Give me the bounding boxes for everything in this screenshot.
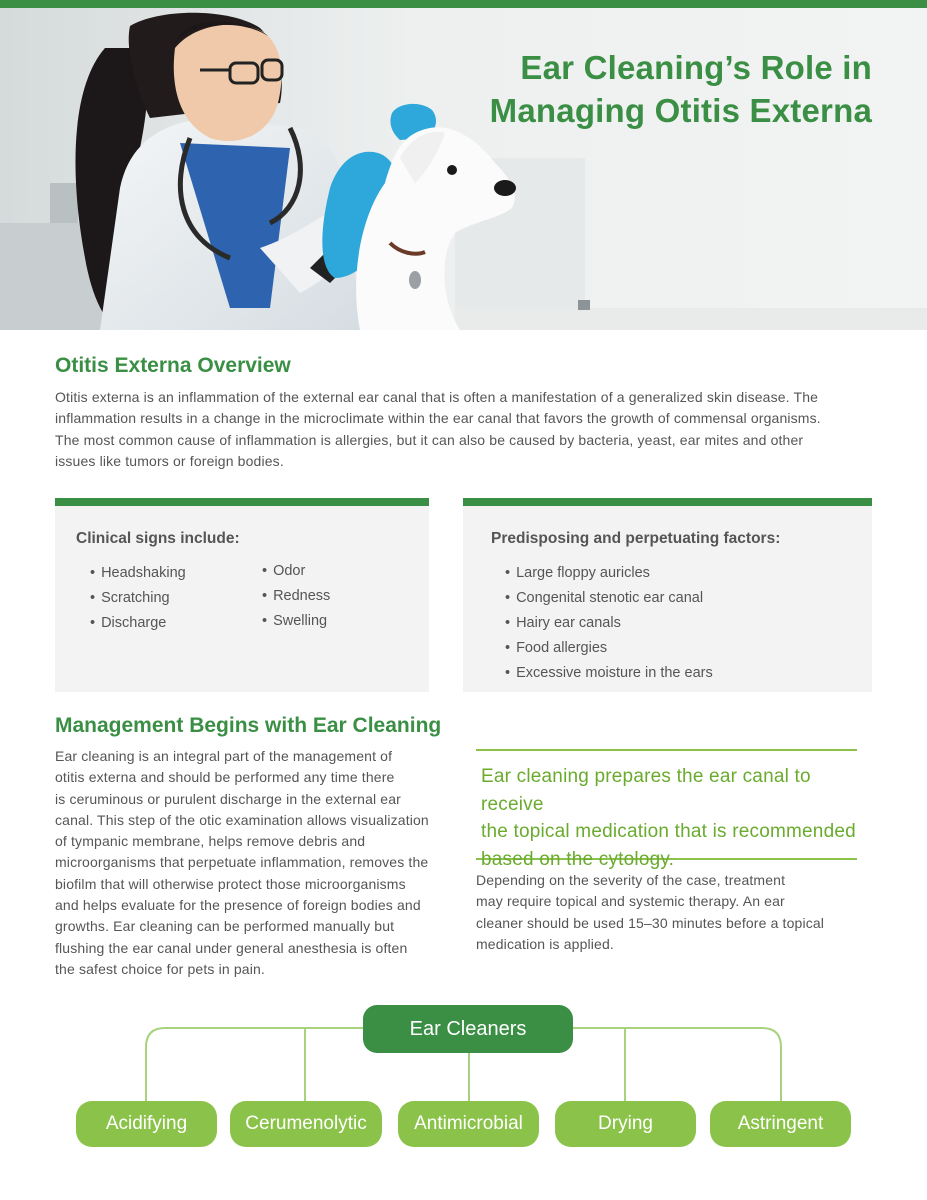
management-line: biofilm that will otherwise protect those microorganisms [55,875,406,892]
pull-quote-text [481,763,857,873]
factors-title: Predisposing and perpetuating factors: [491,530,781,547]
management-line: microorganisms that perpetuate inflammation, removes the [55,854,429,871]
management-line: and helps evaluate for the presence of foreign bodies and [55,897,421,914]
overview-line: Otitis externa is an inflammation of the external ear canal that is often a manifestation of a generalized skin disease. The [55,389,819,405]
management-heading: Management Begins with Ear Cleaning [55,714,442,737]
overview-paragraph [55,387,885,472]
cleaner-type-cerumenolytic: Cerumenolytic [230,1101,382,1147]
severity-paragraph [476,870,876,955]
cleaner-type-drying: Drying [555,1101,696,1147]
severity-line: cleaner should be used 15–30 minutes before a topical [476,914,825,931]
overview-line: inflammation results in a change in the microclimate within the ear canal that favors the growth of commensal organisms. [55,410,821,427]
management-line: flushing the ear canal under general anesthesia is often [55,939,408,956]
cleaner-type-acidifying: Acidifying [76,1101,217,1147]
page-title [490,46,872,132]
list-item: • Discharge [90,611,186,636]
list-item: • Hairy ear canals [505,611,713,636]
pull-quote-line: Ear cleaning prepares the ear canal to receive [481,766,811,815]
pull-quote-line: based on the cytology. [481,848,675,870]
list-item: • Headshaking [90,561,186,586]
management-line: the safest choice for pets in pain. [55,960,265,977]
severity-line: Depending on the severity of the case, treatment [476,872,786,888]
management-line: is ceruminous or purulent discharge in the external ear [55,790,401,807]
severity-line: medication is applied. [476,935,614,952]
top-accent-bar [0,0,927,8]
list-item: • Swelling [262,609,330,634]
management-line: growths. Ear cleaning can be performed manually but [55,918,395,935]
list-item: • Redness [262,584,330,609]
management-line: Ear cleaning is an integral part of the management of [55,748,393,764]
hero-banner [0,8,927,330]
cleaner-type-antimicrobial: Antimicrobial [398,1101,539,1147]
list-item: • Odor [262,559,330,584]
clinical-signs-box [55,498,429,692]
ear-cleaners-root: Ear Cleaners [363,1005,573,1053]
clinical-signs-list-1 [90,561,186,636]
clinical-signs-title: Clinical signs include: [76,530,240,547]
factors-list [505,561,713,686]
ear-cleaners-diagram [0,1000,927,1160]
list-item: • Food allergies [505,636,713,661]
management-line: of tympanic membrane, helps remove debris and [55,833,366,850]
factors-box [463,498,872,692]
cleaner-type-astringent: Astringent [710,1101,851,1147]
overview-line: issues like tumors or foreign bodies. [55,452,284,469]
overview-heading: Otitis Externa Overview [55,354,291,377]
clinical-signs-list-2 [262,559,330,634]
page-title-line-2: Managing Otitis Externa [489,92,872,129]
management-line: canal. This step of the otic examination allows visualization [55,811,429,828]
pull-quote-line: the topical medication that is recommended [481,821,856,842]
overview-line: The most common cause of inflammation is allergies, but it can also be caused by bacteria, yeast, ear mites and other [55,431,804,448]
list-item: • Large floppy auricles [505,561,713,586]
pull-quote [476,749,857,870]
management-paragraph [55,746,465,980]
list-item: • Scratching [90,586,186,611]
management-line: otitis externa and should be performed any time there [55,769,395,786]
list-item: • Excessive moisture in the ears [505,661,713,686]
page-title-line-1: Ear Cleaning’s Role in [520,49,872,86]
list-item: • Congenital stenotic ear canal [505,586,713,611]
severity-line: may require topical and systemic therapy. An ear [476,893,785,910]
